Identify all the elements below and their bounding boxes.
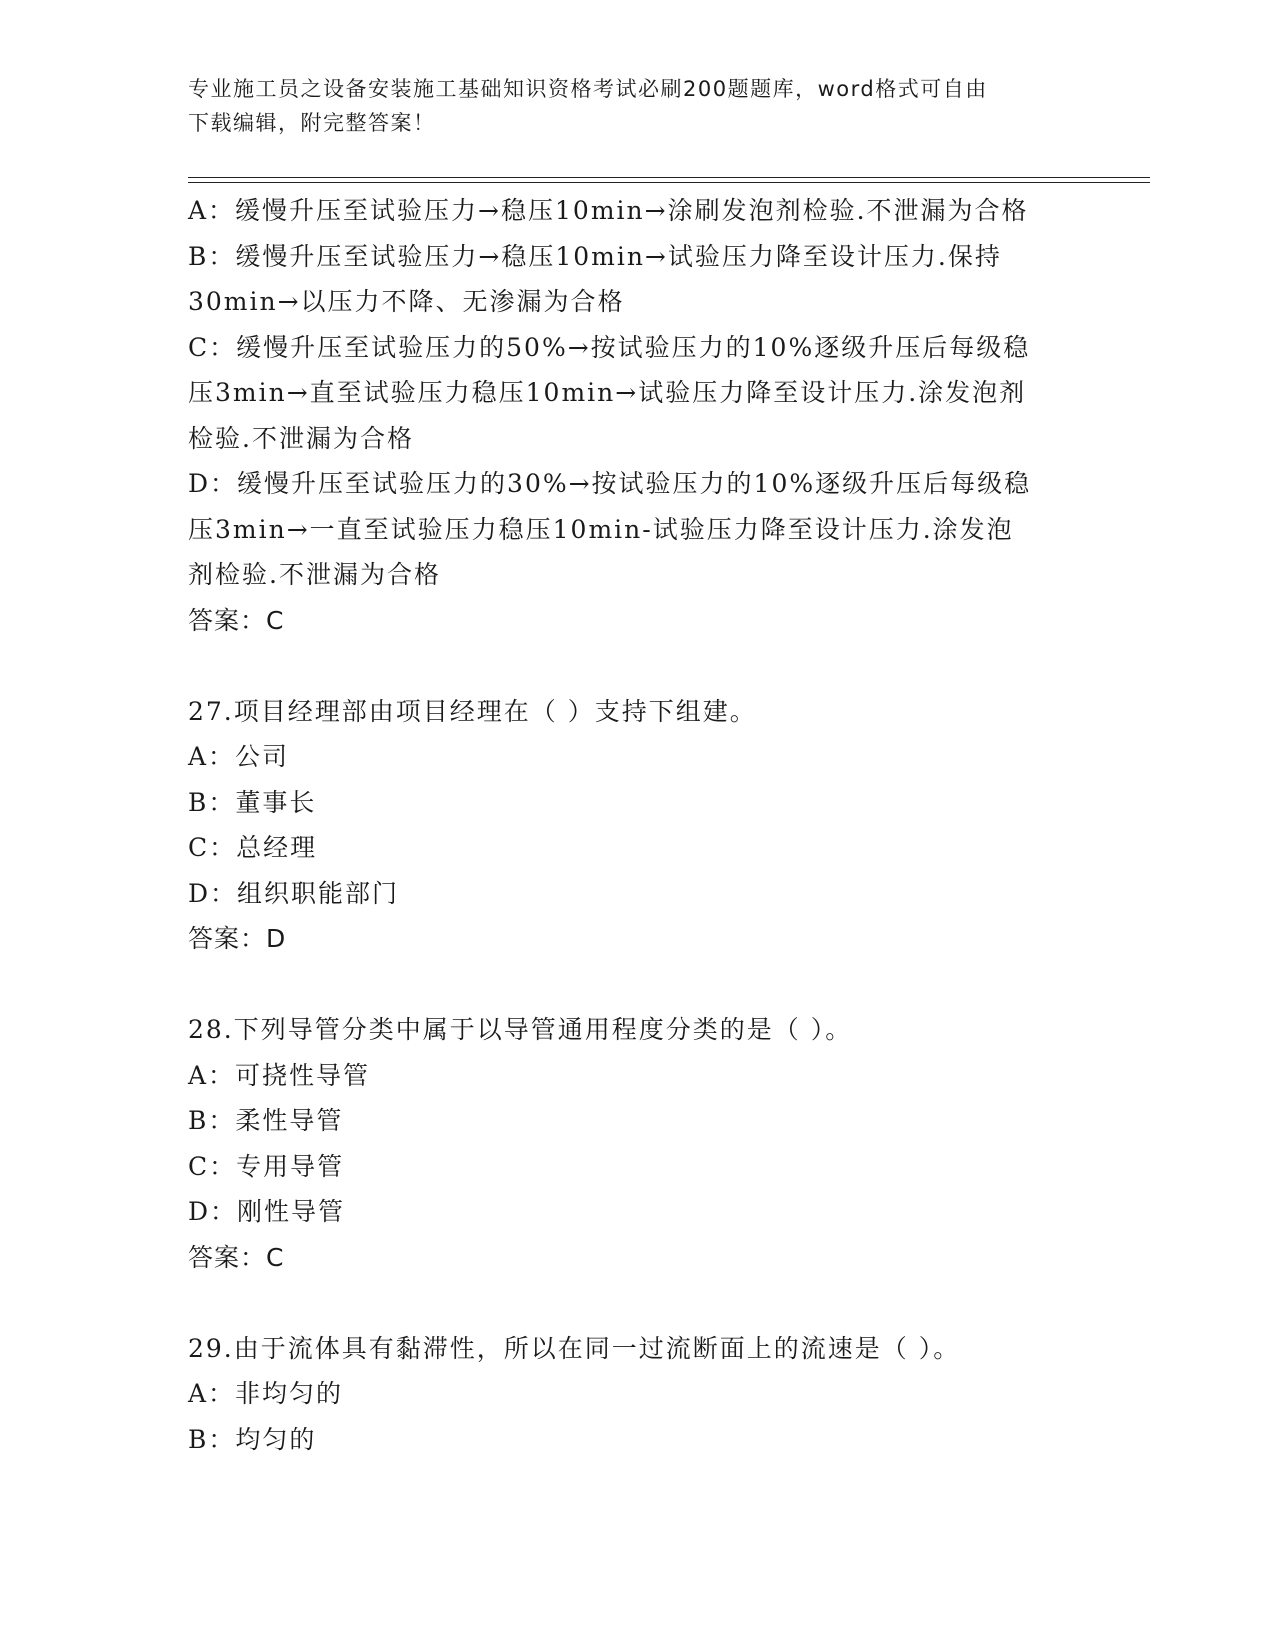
option-a: A：非均匀的 [188,1379,344,1408]
header-line-2: 下载编辑，附完整答案！ [188,111,436,135]
option-d: D：刚性导管 [188,1197,346,1226]
option-c-cont: 压3min→直至试验压力稳压10min→试验压力降至设计压力.涂发泡剂 [188,378,1027,407]
spacer [188,1280,1088,1326]
option-d-cont-2: 剂检验.不泄漏为合格 [188,560,441,589]
question-text: 29.由于流体具有黏滞性，所以在同一过流断面上的流速是（ ）。 [188,1333,961,1363]
header-rule-bottom [188,182,1150,183]
option-a: A：公司 [188,742,290,771]
spacer [188,962,1088,1008]
option-d: D：缓慢升压至试验压力的30%→按试验压力的10%逐级升压后每级稳 [188,469,1032,498]
option-a: A：可挠性导管 [188,1060,371,1090]
option-b: B：柔性导管 [188,1106,344,1135]
answer: 答案：C [188,1242,285,1272]
option-d-cont: 压3min→一直至试验压力稳压10min-试验压力降至设计压力.涂发泡 [188,514,1014,544]
option-c: C：总经理 [188,833,318,862]
option-a: A：缓慢升压至试验压力→稳压10min→涂刷发泡剂检验.不泄漏为合格 [188,196,1029,225]
option-c-cont-2: 检验.不泄漏为合格 [188,423,414,453]
option-c: C：专用导管 [188,1151,345,1181]
option-b: B：均匀的 [188,1424,317,1454]
document-header [188,72,1068,140]
question-text: 27.项目经理部由项目经理在（ ）支持下组建。 [188,696,757,726]
question-27 [188,689,1088,962]
question-list [188,188,1088,1462]
question-text: 28.下列导管分类中属于以导管通用程度分类的是（ ）。 [188,1015,853,1044]
question-26 [188,188,1088,643]
option-b-cont: 30min→以压力不降、无渗漏为合格 [188,287,625,316]
question-28 [188,1007,1088,1280]
option-d: D：组织职能部门 [188,878,400,908]
header-line-1: 专业施工员之设备安装施工基础知识资格考试必刷200题题库，word格式可自由 [188,77,988,101]
header-rule-top [188,177,1150,178]
option-b: B：董事长 [188,787,317,817]
option-b: B：缓慢升压至试验压力→稳压10min→试验压力降至设计压力.保持 [188,241,1002,271]
spacer [188,643,1088,689]
option-c: C：缓慢升压至试验压力的50%→按试验压力的10%逐级升压后每级稳 [188,332,1031,362]
answer: 答案：C [188,605,285,635]
question-29 [188,1326,1088,1463]
answer: 答案：D [188,924,287,953]
